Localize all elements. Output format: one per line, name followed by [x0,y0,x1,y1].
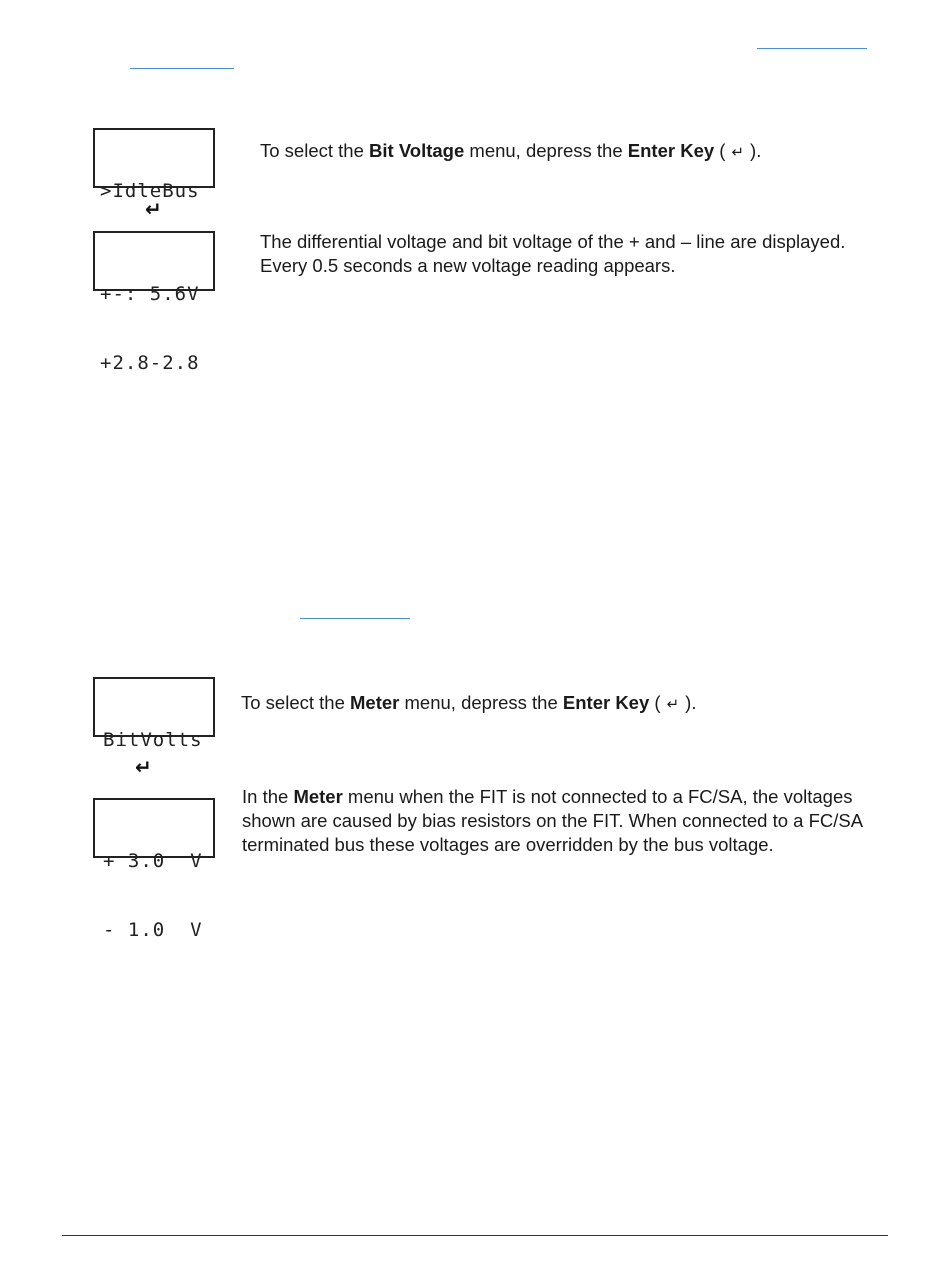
key-name: Enter Key [627,140,715,161]
enter-arrow-icon: ↵ [135,755,152,779]
lcd-line-1: BitVolts [103,729,203,751]
lcd-display-idlebus [93,128,215,202]
lcd-display-meter-reading [93,798,215,941]
lcd-line-1: + 3.0 V [103,850,203,872]
bit-voltage-instruction: To select the Bit Voltage menu, depress the Enter Key ( ↵ ). [260,140,762,161]
enter-arrow-icon: ↵ [145,197,162,221]
link-underline-top-right[interactable] [757,48,867,49]
lcd-line-2: - 1.0 V [103,919,203,941]
enter-key-icon: ↵ [666,696,680,713]
meter-instruction: To select the Meter menu, depress the Enter Key ( ↵ ). [241,692,697,713]
lcd-line-1: >IdleBus [100,180,200,202]
enter-key-icon: ↵ [731,144,745,161]
bit-voltage-description: The differential voltage and bit voltage of the + and – line are displayed. Every 0.5 seconds a new voltage reading appears. [260,231,846,276]
menu-name: Bit Voltage [369,140,465,161]
meter-description: In the Meter menu when the FIT is not connected to a FC/SA, the voltages shown are caused by bias resistors on the FIT. When connected to a FC/SA terminated bus these voltages are overridden by the bus voltage. [242,786,864,855]
lcd-display-meter-menu [93,677,215,751]
key-name: Enter Key [562,692,650,713]
lcd-line-2: +2.8-2.8 [100,352,200,374]
link-underline-top-left[interactable] [130,68,234,69]
menu-name: Meter [293,786,343,807]
lcd-display-bitvolts-reading [93,231,215,374]
link-underline-middle[interactable] [300,618,410,619]
menu-name: Meter [350,692,400,713]
footer-divider [62,1235,888,1236]
lcd-line-1: +-: 5.6V [100,283,200,305]
